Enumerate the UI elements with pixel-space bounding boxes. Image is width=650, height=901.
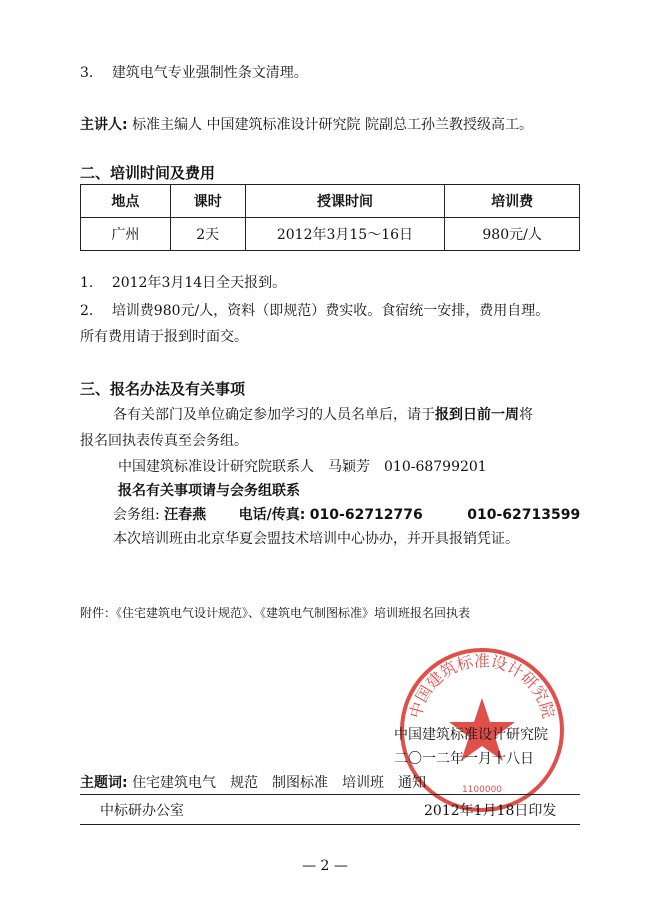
note-2 bbox=[80, 300, 549, 320]
group-label: 会务组: bbox=[113, 507, 160, 523]
lecturer-line bbox=[80, 114, 533, 134]
table-cell: 2012年3月15～16日 bbox=[245, 218, 445, 251]
note-2-continued: 所有费用请于报到时面交。 bbox=[80, 329, 248, 345]
note-number: 2. bbox=[80, 303, 94, 319]
lecturer-text: 标准主编人 中国建筑标准设计研究院 院副总工孙兰教授级高工。 bbox=[132, 117, 533, 133]
issue-date: 2012年1月18日印发 bbox=[424, 803, 557, 819]
signature-org: 中国建筑标准设计研究院 bbox=[394, 727, 548, 743]
keywords-label: 主题词: bbox=[80, 775, 128, 791]
group-name: 汪春燕 bbox=[164, 507, 207, 523]
seal-number: 1100000 bbox=[461, 785, 503, 795]
note-1 bbox=[80, 272, 286, 292]
contact-line: 中国建筑标准设计研究院联系人 马颖芳 010-68799201 bbox=[118, 459, 487, 475]
section-2-heading: 二、培训时间及费用 bbox=[80, 164, 216, 182]
footer-rule-top bbox=[80, 794, 580, 795]
note-number: 1. bbox=[80, 275, 94, 291]
keywords-items: 住宅建筑电气 规范 制图标准 培训班 通知 bbox=[132, 775, 427, 791]
phone-label: 电话/传真: bbox=[238, 507, 306, 523]
table-row bbox=[81, 218, 580, 251]
page-number: — 2 — bbox=[302, 858, 348, 874]
table-header: 授课时间 bbox=[245, 185, 445, 218]
lecturer-label: 主讲人: bbox=[80, 117, 128, 133]
fee-table bbox=[80, 184, 580, 251]
section-3-paragraph-line2: 报名回执表传真至会务组。 bbox=[80, 433, 248, 449]
section-3-paragraph bbox=[113, 404, 533, 424]
phone-1: 010-62712776 bbox=[309, 507, 423, 523]
seal-text: 中国建筑标准设计研究院 bbox=[405, 651, 559, 721]
assist-line: 本次培训班由北京华夏会盟技术培训中心协办，并开具报销凭证。 bbox=[113, 531, 519, 547]
note-text: 培训费980元/人，资料（即规范）费实收。食宿统一安排，费用自理。 bbox=[111, 303, 550, 319]
group-line bbox=[113, 504, 580, 524]
attachment-line: 附件：《住宅建筑电气设计规范》、《建筑电气制图标准》培训班报名回执表 bbox=[80, 606, 471, 620]
keywords-line bbox=[80, 772, 426, 792]
section-3-heading: 三、报名办法及有关事项 bbox=[80, 380, 246, 398]
table-cell: 广州 bbox=[81, 218, 171, 251]
table-cell: 980元/人 bbox=[445, 218, 580, 251]
table-cell: 2天 bbox=[170, 218, 245, 251]
note-text: 2012年3月14日全天报到。 bbox=[111, 275, 287, 291]
table-header-row bbox=[81, 185, 580, 218]
signature-date: 二〇一二年一月十八日 bbox=[394, 751, 534, 767]
item-text: 建筑电气专业强制性条文清理。 bbox=[111, 65, 308, 81]
paragraph-text: 各有关部门及单位确定参加学习的人员名单后，请于 bbox=[113, 407, 435, 423]
issuing-office: 中标研办公室 bbox=[100, 803, 184, 819]
table-header: 地点 bbox=[81, 185, 171, 218]
footer-rule-bottom bbox=[80, 824, 580, 825]
list-item-3 bbox=[80, 62, 308, 82]
item-number: 3. bbox=[80, 65, 94, 81]
paragraph-emphasis: 报到日前一周 bbox=[435, 407, 519, 423]
table-header: 课时 bbox=[170, 185, 245, 218]
group-contact-line: 报名有关事项请与会务组联系 bbox=[118, 483, 300, 499]
phone-2: 010-62713599 bbox=[467, 507, 581, 523]
paragraph-text: 将 bbox=[519, 407, 533, 423]
table-header: 培训费 bbox=[445, 185, 580, 218]
